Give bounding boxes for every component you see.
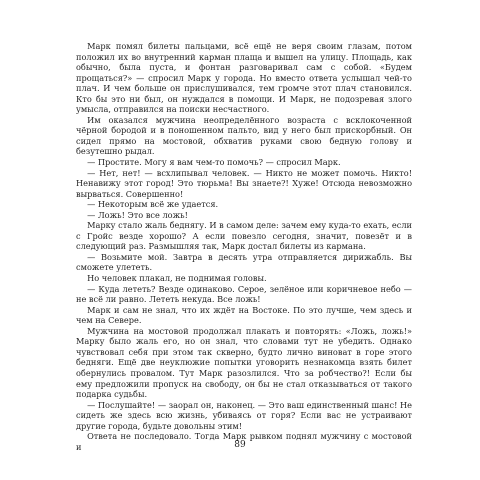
paragraph: — Нет, нет! — всхлипывал человек. — Никто не может помочь. Никто! Ненавижу этот город! Это тюрьма! Вы знаете?! Хуже! Отсюда невозможно вырваться. Совершенно! [76,167,412,199]
paragraph: Мужчина на мостовой продолжал плакать и повторять: «Ложь, ложь!» Марку было жаль его, но он знал, что словами тут не убедить. Однако чувствовал себя при этом так скверно, будто лично виноват в горе этого бедняги. Ещё две неуклюжие попытки уговорить незнакомца взять билет обернулись провалом. Тут Марк разозлился. Что за робчество?! Если бы ему предложили пропуск на свободу, он бы не стал отказываться от такого подарка судьбы. [76,325,412,400]
paragraph: Им оказался мужчина неопределённого возраста с всклокоченной чёрной бородой и в поношенном пальто, вид у него был прискорбный. Он сидел прямо на мостовой, обхватив руками свою бедную голову и безутешно рыдал. [76,114,412,157]
body-text [76,41,412,452]
paragraph: — Возьмите мой. Завтра в десять утра отправляется дирижабль. Вы сможете улететь. [76,251,412,273]
paragraph: Марку стало жаль беднягу. И в самом деле: зачем ему куда-то ехать, если с Гройс везде хорошо? А если повезло сегодня, значит, повезёт и в следующий раз. Размышляя так, Марк достал билеты из кармана. [76,220,412,252]
paragraph: — Простите. Могу я вам чем-то помочь? — спросил Марк. [87,157,341,168]
paragraph: Ответа не последовало. Тогда Марк рывком поднял мужчину с мостовой и [76,431,412,452]
paragraph: — Послушайте! — заорал он, наконец. — Это ваш единственный шанс! Не сидеть же здесь всю жизнь, убиваясь от горя? Если вас не устраивают другие города, будьте довольны этим! [76,399,412,431]
paragraph: Но человек плакал, не поднимая головы. [87,273,267,284]
page-number: 89 [234,440,246,450]
paragraph: Марк и сам не знал, что их ждёт на Востоке. По это лучше, чем здесь и чем на Севере. [76,304,412,326]
paragraph: — Ложь! Это все ложь! [87,209,188,220]
paragraph: Марк помял билеты пальцами, всё ещё не веря своим глазам, потом положил их во внутренний карман плаща и вышел на улицу. Площадь, как обычно, была пуста, и фонтан разговаривал сам с собой. «Будем прощаться?» — спросил Марк у города. Но вместо ответа услышал чей-то плач. И чем больше он прислушивался, тем громче этот плач становился. Кто бы это ни был, он нуждался в помощи. И Марк, не подозревая злого умысла, отправился на поиски несчастного. [76,41,412,115]
paragraph: — Куда лететь? Везде одинаково. Серое, зелёное или коричневое небо — не всё ли равно. Лететь некуда. Все ложь! [76,283,412,305]
paragraph: — Некоторым всё же удается. [87,199,219,210]
